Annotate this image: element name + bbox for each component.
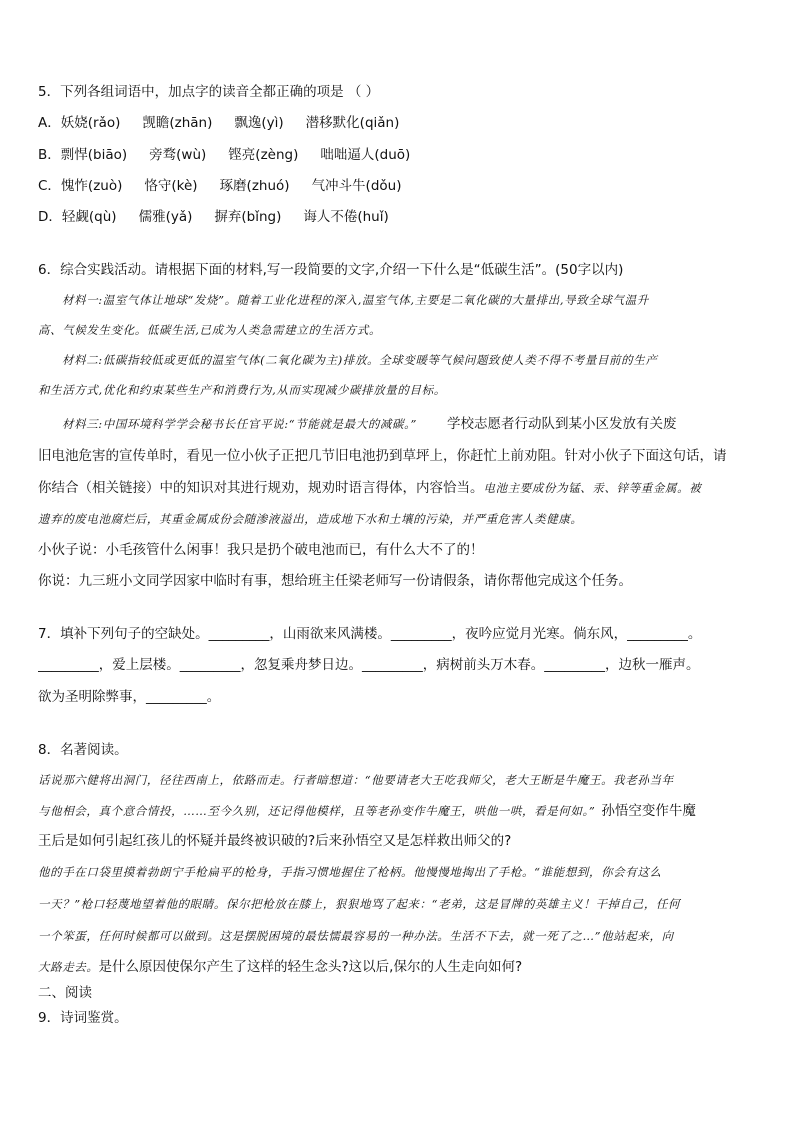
q8-question-1: 王后是如何引起红孩儿的怀疑并最终被识破的?后来孙悟空又是怎样救出师父的? [38, 833, 512, 849]
q6-material-3 [62, 414, 758, 434]
option-label: A． [38, 115, 61, 131]
q5-option-b [38, 145, 758, 165]
option-word: 觊瞻(zhān) [142, 115, 213, 131]
q7-line-2: _________，爱上层楼。_________，忽复乘舟梦日边。_________，病树前头万木春。_________，边秋一雁声。 [38, 657, 700, 673]
option-word: 轻觑(qù) [61, 209, 117, 225]
section-title: 二、阅读 [38, 985, 92, 1001]
q7-line-1: 7．填补下列句子的空缺处。_________，山雨欲来风满楼。_________，夜吟应觉月光寒。倘东风，_________。 [38, 626, 702, 642]
option-word: 铿亮(zèng) [228, 147, 299, 163]
q8-excerpt-2-line-3: 一个笨蛋，任何时候都可以做到。这是摆脱困境的最怯懦最容易的一种办法。生活不下去，就一死了之…”他站起来，向 [38, 929, 674, 943]
option-word: 气冲斗牛(dǒu) [311, 178, 402, 194]
q5-option-a [38, 113, 758, 133]
q8-excerpt-1-line-1: 话说那六健将出洞门，径往西南上，依路而走。行者暗想道：“他要请老大王吃我师父，老大王断是牛魔王。我老孙当年 [38, 773, 674, 787]
q9-stem: 9．诗词鉴赏。 [38, 1010, 128, 1026]
excerpt-question: 孙悟空变作牛魔 [601, 803, 696, 819]
q8-excerpt-1-line-2 [38, 801, 758, 821]
option-word: 琢磨(zhuó) [219, 178, 290, 194]
option-label: D． [38, 209, 62, 225]
option-word: 摒弃(bǐng) [214, 209, 282, 225]
material-3-handwritten: 材料三:中国环境科学学会秘书长任官平说:“节能就是最大的减碳。” [62, 417, 417, 431]
option-word: 恪守(kè) [144, 178, 198, 194]
option-word: 愧怍(zuò) [60, 178, 123, 194]
option-label: C． [38, 178, 61, 194]
option-word: 飘逸(yì) [234, 115, 284, 131]
q5-option-d [38, 207, 758, 227]
option-word: 咄咄逼人(duō) [320, 147, 411, 163]
q6-you-say: 你说：九三班小文同学因家中临时有事，想给班主任梁老师写一份请假条，请你帮他完成这个任务。 [38, 573, 632, 589]
q6-guy-says: 小伙子说：小毛孩管什么闲事！我只是扔个破电池而已，有什么大不了的！ [38, 542, 484, 558]
q7-line-3: 欲为圣明除弊事，_________。 [38, 689, 221, 705]
q8-excerpt-2-line-2: 一天？”枪口轻蔑地望着他的眼睛。保尔把枪放在膝上，狠狠地骂了起来：“老弟，这是冒牌的英雄主义！干掉自己，任何 [38, 897, 681, 911]
q6-material-1-line-1: 材料一:温室气体让地球“发烧”。随着工业化进程的深入,温室气体,主要是二氧化碳的大量排出,导致全球气温升 [62, 293, 649, 307]
q6-material-1-line-2: 高、气候发生变化。低碳生活,已成为人类急需建立的生活方式。 [38, 323, 382, 337]
option-word: 旁骛(wù) [149, 147, 207, 163]
option-word: 妖娆(rǎo) [60, 115, 121, 131]
q8-stem: 8．名著阅读。 [38, 742, 128, 758]
option-word: 诲人不倦(huǐ) [303, 209, 389, 225]
q6-line-you [38, 478, 758, 498]
q8-excerpt-2-line-1: 他的手在口袋里摸着勃朗宁手枪扁平的枪身，手指习惯地握住了枪柄。他慢慢地掏出了手枪。“谁能想到，你会有这么 [38, 865, 662, 879]
q5-option-c [38, 176, 758, 196]
q6-material-2-line-1: 材料二:低碳指较低或更低的温室气体(二氧化碳为主)排放。全球变暖等气候问题致使人类不得不考量目前的生产 [62, 353, 658, 367]
material-3-printed: 学校志愿者行动队到某小区发放有关废 [446, 416, 677, 432]
q6-stem: 6．综合实践活动。请根据下面的材料,写一段简要的文字,介绍一下什么是“低碳生活”。(50字以内) [38, 262, 624, 278]
option-word: 儒雅(yǎ) [138, 209, 193, 225]
q6-material-2-line-2: 和生活方式,优化和约束某些生产和消费行为,从而实现减少碳排放量的目标。 [38, 383, 446, 397]
q6-line-drop: 遗弃的废电池腐烂后，其重金属成份会随渗液溢出，造成地下水和土壤的污染，并严重危害人类健康。 [38, 512, 583, 526]
q6-line-old-battery: 旧电池危害的宣传单时，看见一位小伙子正把几节旧电池扔到草坪上，你赶忙上前劝阻。针对小伙子下面这句话，请 [38, 448, 727, 464]
excerpt-question: 是什么原因使保尔产生了这样的轻生念头?这以后,保尔的人生走向如何? [98, 959, 523, 975]
q5-stem: 5．下列各组词语中，加点字的读音全都正确的项是 （ ） [38, 84, 380, 100]
option-word: 潜移默化(qiǎn) [305, 115, 400, 131]
option-word: 剽悍(biāo) [60, 147, 128, 163]
q8-excerpt-2-line-4 [38, 957, 758, 977]
you-handwritten: 电池主要成份为锰、汞、锌等重金属。被 [483, 481, 702, 495]
you-printed: 你结合（相关链接）中的知识对其进行规劝，规劝时语言得体，内容恰当。 [38, 480, 484, 496]
excerpt-handwritten: 与他相会，真个意合情投，……至今久别，还记得他模样，且等老孙变作牛魔王，哄他一哄，看是何如。” [38, 804, 596, 818]
excerpt-handwritten: 大路走去。 [38, 960, 99, 974]
option-label: B． [38, 147, 61, 163]
